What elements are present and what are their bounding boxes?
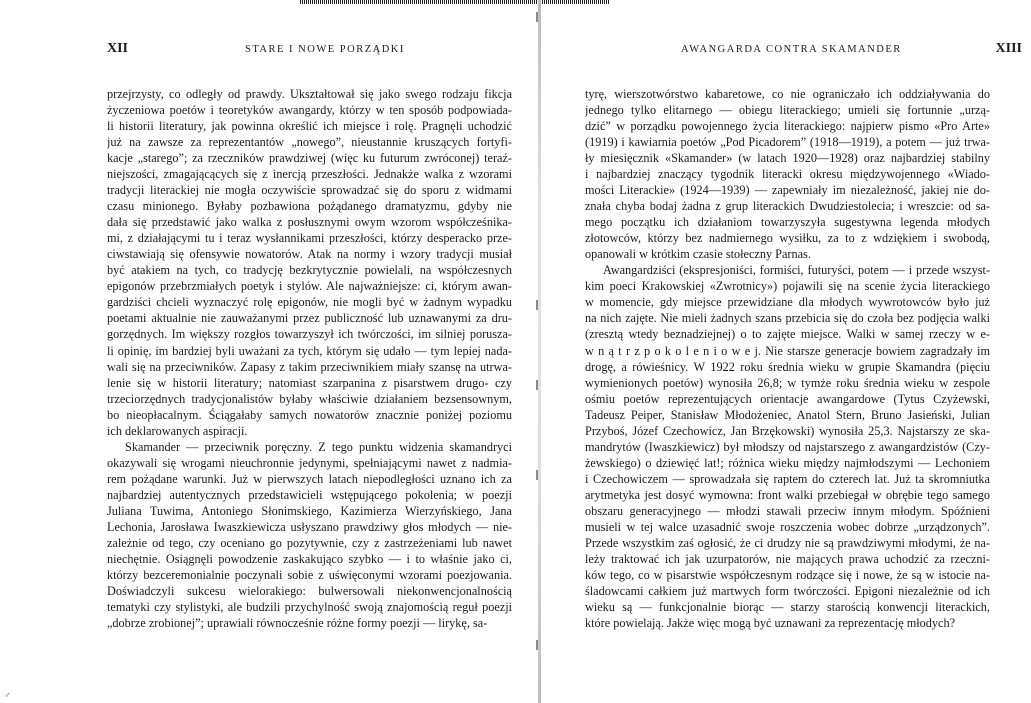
text-line: Lechonia, Jarosława Iwaszkiewicza usłyszano prawdziwy głos młodych — nie-: [107, 519, 512, 534]
text-line: trzeciorzędnych tradycjonalistów byłaby właściwie działaniem bezsensownym,: [107, 391, 512, 406]
text-line: najbardziej autentycznych przedstawicieli wstępującego pokolenia; w poezji: [107, 487, 512, 502]
text-line: które powielają. Jakże więc mogą być uznawani za reprezentację młodych?: [585, 616, 956, 631]
text-line: Skamander — przeciwnik poręczny. Z tego punktu widzenia skamandryci: [125, 439, 512, 454]
text-line: tradycji literackiej nie mogła oczywiście sprowadzać się do sporu z widmami: [107, 183, 512, 198]
text-line: żewskiego) o dziewięć lat!; różnica wieku między najmłodszymi — Lechoniem: [585, 455, 990, 470]
text-line: wymienionych poetów) wynosiła 26,8; w tymże roku średnia wieku w zespole: [585, 375, 990, 390]
text-line: którzy bezceremonialnie poczynali sobie z uświęconymi wzorami poezjowania.: [107, 567, 512, 582]
text-line: na nich zajęte. Nie mieli żadnych szans przebicia się do czoła bez podjęcia walki: [585, 311, 990, 326]
text-line: w momencie, gdy miejsce przewidziane dla młodych wywrotowców było już: [585, 295, 990, 310]
text-line: gardziści chcieli wyznaczyć rolę epigonów, nie mogli być w żadnym wypadku: [107, 295, 512, 310]
text-line: okazywali się wrogami nieuchronnie jedynymi, spełniającymi nawet z nadmia-: [107, 455, 512, 470]
text-line: mandrytów (Iwaszkiewicz) był młodszy od najstarszego z awangardzistów (Czy-: [585, 439, 990, 454]
text-line: kim poeci Krakowskiej «Zwrotnicy») pojawili się na scenie życia literackiego: [585, 279, 990, 294]
text-line: (zresztą wtedy beznadziejnej) o to zajęte miejsce. Walki w samej rzeczy w e-: [585, 327, 990, 342]
text-line: dała się przedstawić jako walka z posłusznymi owym wzorom współcześnika-: [107, 215, 512, 230]
text-line: ków tego, co w pisarstwie współczesnym rodzące się i nowe, że są w istocie na-: [585, 567, 990, 582]
text-line: drogę, a rówieśnicy. W 1922 roku średnia wieku w grupie Skamandra (pięciu: [585, 359, 990, 374]
text-line: złotowców, którzy bez nadmiernego wysiłku, za to z wdziękiem i swobodą,: [585, 231, 990, 246]
running-head: AWANGARDA CONTRA SKAMANDER: [681, 44, 902, 55]
text-line: Tadeusz Peiper, Stanisław Młodożeniec, Anatol Stern, Bruno Jasieński, Julian: [585, 407, 990, 422]
text-line: mego początku ich działaniom towarzyszyła sugestywna legenda młodych: [585, 215, 990, 230]
text-line: dzić” w porządku powojennego życia literackiego: najpierw pismo «Pro Arte»: [585, 119, 990, 134]
text-line: i Czechowiczem — sprowadzała się raptem do czterech lat. Już ta skromniutka: [585, 471, 990, 486]
text-line: tyrę, wierszotwórstwo kabaretowe, co nie ograniczało ich oddziaływania do: [585, 87, 990, 101]
page-body: [107, 86, 512, 631]
text-line: ich deklarowanych aspiracji.: [107, 423, 248, 438]
text-line: niejszości, zmagającących się z inercją przeszłości. Jednakże walka z wzorami: [107, 167, 512, 182]
text-line: życzeniowa poetów i teoretyków awangardy, którzy w ten sposób podpowiada-: [107, 103, 512, 118]
page-body: [585, 86, 990, 631]
text-line: obszaru generacyjnego — młodzi stawali przeciw innym młodym. Spóźnieni: [585, 503, 990, 518]
text-line: Doświadczyli sukcesu wielorakiego: bulwersowali niekonwencjonalnością: [107, 583, 512, 598]
text-line: (1919) i kawiarnia poetów „Pod Picadorem” (1918—1919), a potem — już trwa-: [585, 135, 990, 150]
text-line: być atakiem na tych, co tradycję bezkrytycznie powielali, na współczesnych: [107, 263, 512, 278]
text-line: Przede wszystkim zaś ogłosić, że ci drudzy nie są prawdziwymi młodymi, że na-: [585, 535, 990, 550]
text-line: wali się na przeciwników. Zapasy z takim przeciwnikiem miały szansę na utrwa-: [107, 359, 512, 374]
text-line: śladowcami całkiem już martwych form twórczości. Epigoni niezależnie od ich: [585, 583, 990, 598]
text-line: mości Literackie» (1924—1939) — zapewniały im niezależność, jakiej nie do-: [585, 183, 990, 198]
text-line: przejrzysty, co odległy od prawdy. Ukształtował się jako swego rodzaju fikcja: [107, 87, 512, 101]
margin-mark: ♂: [4, 690, 11, 700]
text-line: niechętnie. Osiągnęli powodzenie zaskakująco szybko — i to właśnie jako ci,: [107, 551, 512, 566]
text-line: „dobrze zrobionej”; uprawiali równocześnie różne formy poezji — lirykę, sa-: [107, 616, 488, 631]
text-line: gorzędnych. Im większy rozgłos towarzyszył ich twórczości, im silniej porusza-: [107, 327, 512, 342]
text-line: ośmiu poetów reprezentujących orientacje awangardowe (Tytus Czyżewski,: [585, 391, 990, 406]
text-line: arytmetyka jest dosyć wymowna: front walki przebiegał w obrębie tego samego: [585, 487, 990, 502]
text-line: ły miesięcznik «Skamander» (w latach 1920—1928) oraz najbardziej stabilny: [585, 151, 990, 166]
text-line: mi, z działającymi tu i teraz wysłannikami przeszłości, którzy desperacko prze-: [107, 231, 512, 246]
text-line: Przyboś, Józef Czechowicz, Jan Brzękowski) wynosiła 25,3. Najstarszy ze ska-: [585, 423, 990, 438]
text-line: epigonów przebrzmiałych poetyk i stylów. Ale najważniejsze: ci, którym awan-: [107, 279, 512, 294]
text-line: rem pożądane warunki. Już w pierwszych latach niepodległości uznano ich za: [107, 471, 512, 486]
text-line: zależnie od tego, czy oceniano go pozytywnie, czy z zastrzeżeniami lub nawet: [107, 535, 512, 550]
text-line: musieli w tej walce uzasadnić swoje roszczenia wobec dobrze „urządzonych”.: [585, 519, 990, 534]
text-line: leży traktować ich jak uzurpatorów, nie mających prawa uchodzić za rzeczni-: [585, 551, 990, 566]
page-number: XIII: [995, 41, 1022, 56]
text-line: poetami aktualnie nie zauważanymi przez publiczność lub uznawanymi za dru-: [107, 311, 512, 326]
text-line: wieku są — funkcjonalnie biorąc — starzy starością konwencji literackich,: [585, 600, 990, 614]
right-page: [541, 0, 1031, 703]
text-line: Awangardziści (ekspresjoniści, formiści, futuryści, potem — i przede wszyst-: [603, 263, 990, 278]
text-line: znała chyba bodaj żadna z grup literackich Dwudziestolecia; i wreszcie: od sa-: [585, 199, 990, 214]
text-line: i najbardziej znaczący tygodnik literacki okresu międzywojennego «Wiado-: [585, 167, 990, 182]
text-line: bo nieopłacalnym. Ściągałaby samych nowatorów znacznie poniżej poziomu: [107, 407, 512, 422]
page-number: XII: [107, 41, 129, 56]
text-line: jednego tylko elitarnego — obiegu literackiego; umieli się fortunnie „urzą-: [585, 103, 990, 118]
text-line: w n ą t r z p o k o l e n i o w e j. Nie starsze generacje bowiem zagradzały im: [585, 343, 990, 358]
text-line: już na zawsze za reprezentantów „nowego”, nieustannie kruszących fortyfi-: [107, 135, 512, 150]
text-line: ciwstawiają się ofensywie nowatorów. Atak na normy i wzory tradycji musiał: [107, 247, 512, 262]
text-line: kacje „starego”; za rzeczników prawdziwej (więc ku futurum zwróconej) teraź-: [107, 151, 512, 166]
text-line: opanowali w krótkim czasie stołeczny Parnas.: [585, 247, 811, 262]
text-line: tematyki czy stylistyki, ale budzili przychylność swoją znajomością reguł poezji: [107, 600, 512, 614]
text-line: czasu minionego. Byłaby pozbawiona pożądanego dramatyzmu, gdyby nie: [107, 199, 512, 214]
text-line: li opinię, im bardziej byli uważani za tych, którym się udało — tym lepiej nada-: [107, 343, 512, 358]
running-head: STARE I NOWE PORZĄDKI: [245, 44, 405, 55]
text-line: li historii literatury, jak powinna określić ich miejsce i rolę. Pragnęli uchodzić: [107, 119, 512, 134]
text-line: lenie się w historii literatury; natomiast szarpanina z pisarstwem drugo- czy: [107, 375, 512, 390]
text-line: Juliana Tuwima, Antoniego Słonimskiego, Kazimierza Wierzyńskiego, Jana: [107, 503, 512, 518]
